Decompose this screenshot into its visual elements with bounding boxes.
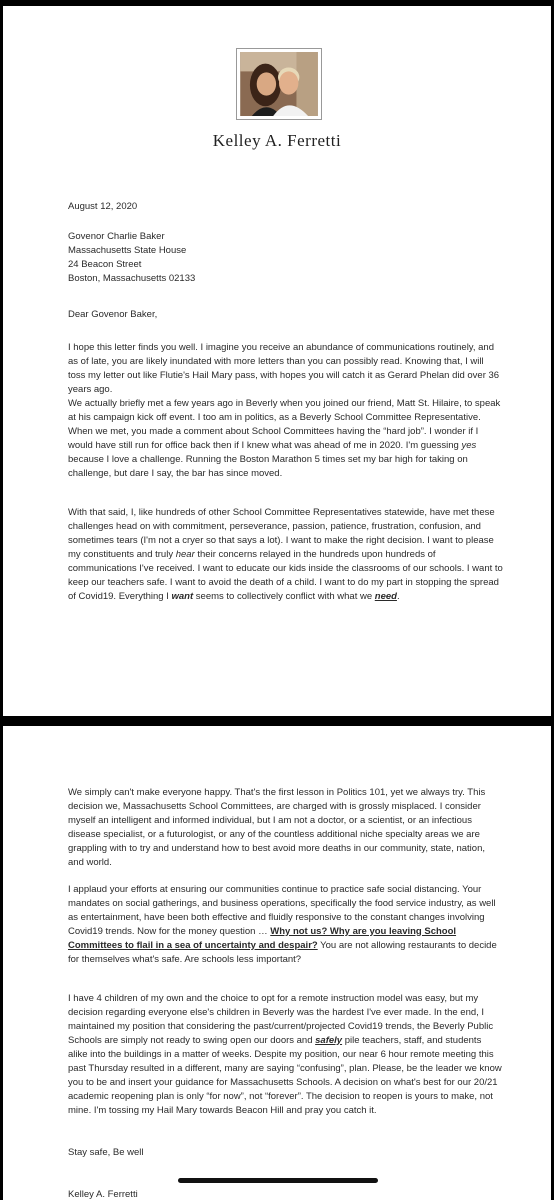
paragraph-text: We actually briefly met a few years ago in Beverly when you joined our friend, Matt St. Hilaire, to speak at his campaign kick off event. I too am in politics, as a Beverly School Committee Representative. When we met, you made a comment about School Committees having the “hard job”. I wonder if I would have still run for office back then if I knew what was ahead of me in 2020. I'm guessing: [68, 397, 501, 451]
emphasis-text: hear: [175, 548, 195, 560]
emphasis-text: want: [171, 590, 194, 602]
home-indicator[interactable]: [178, 1178, 378, 1183]
paragraph-text: You are not allowing restaurants to decide for themselves what's safe. Are schools less important?: [68, 939, 497, 965]
address-line: 24 Beacon Street: [68, 259, 142, 270]
address-line: Govenor Charlie Baker: [68, 231, 165, 242]
author-photo: [236, 48, 322, 120]
address-line: Boston, Massachusetts 02133: [68, 273, 196, 284]
emphasis-text: need: [374, 590, 397, 602]
salutation: Dear Govenor Baker,: [68, 309, 158, 320]
paragraph-text: I applaud your efforts at ensuring our communities continue to practice safe social distancing. Your mandates on social gatherings, and business operations, specifically the food service industry, as well as entertainment, have been both effective and fluidly responsive to the constant changes involving Covid19 trends. Now for the money question …: [68, 883, 496, 937]
paragraph-text: I have 4 children of my own and the choice to opt for a remote instruction model was easy, but my decision regarding everyone else's children in Beverly was the hardest I've ever made. In the end, I maintained my position that considering the past/current/projected Covid19 trends, the Beverly Public Schools are simply not ready to swing open our doors and: [68, 992, 494, 1046]
paragraph-challenges: [68, 506, 503, 604]
paragraph-decision: [68, 992, 503, 1118]
paragraph-text: their concerns relayed in the hundreds upon hundreds of communications I've received. I want to educate our kids inside the classrooms of our schools. I want to keep our teachers safe. I want to avoid the death of a child. I want to do my part in stopping the spread of Covid19. Everything I: [68, 548, 503, 602]
paragraph-meeting: [68, 397, 503, 481]
letter-page-1: [3, 6, 551, 716]
paragraph-intro: I hope this letter finds you well. I imagine you receive an abundance of communications routinely, and as of late, you are likely inundated with more letters than you can possibly read. Knowing that, I will toss my letter out like Flutie's Hail Mary pass, with hopes you will catch it as Gerard Phelan did over 36 years ago.: [68, 341, 500, 395]
emphasis-text: Why not us? Why are you leaving School Committees to flail in a sea of uncertainty and despair?: [68, 925, 457, 951]
letter-closing: Stay safe, Be well: [68, 1147, 144, 1158]
signature-name: Kelley A. Ferretti: [68, 1189, 138, 1200]
paragraph-text: .: [396, 590, 400, 602]
letter-date: August 12, 2020: [68, 201, 138, 212]
paragraph-text: pile teachers, staff, and students alike into the buildings in a matter of weeks. Despite my position, our near 6 hour remote meeting this past Thursday resulted in a different, many are saying “confusing”, plan. Please, be the leader we know you to be and insert your guidance for Massachusetts Schools. A decision on what's best for our 20/21 academic reopening plan is only “for now”, not “forever”. The decision to reopen is yours to make, not mine. I'm tossing my Hail Mary towards Beacon Hill and pray you catch it.: [68, 1034, 502, 1116]
letterhead-name: Kelley A. Ferretti: [212, 131, 342, 150]
paragraph-text: because I love a challenge. Running the Boston Marathon 5 times set my bar high for taking on challenge, but dare I say, the bar has since moved.: [68, 453, 468, 479]
recipient-address: [68, 230, 503, 286]
couple-photo-image: [240, 52, 318, 116]
paragraph-applaud: [68, 883, 503, 967]
address-line: Massachusetts State House: [68, 245, 187, 256]
paragraph-politics: We simply can't make everyone happy. That's the first lesson in Politics 101, yet we always try. This decision we, Massachusetts School Committees, are charged with is grossly misplaced. I consider myself an intelligent and informed individual, but I am not a doctor, or a scientist, or an infectious disease specialist, or a futurologist, or any of the countless additional niche specialty areas we are grappling with to try and understand how to best avoid more deaths in our community, state, nation, and world.: [68, 786, 486, 868]
paragraph-text: With that said, I, like hundreds of other School Committee Representatives statewide, have met these challenges head on with commitment, perseverance, passion, patience, frustration, confusion, and sometimes tears (I'm not a cryer so that says a lot). I want to make the right decision. I want to please my constituents and truly: [68, 506, 495, 560]
emphasis-text: safely: [315, 1034, 343, 1046]
paragraph-text: seems to collectively conflict with what we: [193, 590, 375, 602]
letter-page-2: [3, 726, 551, 1200]
emphasis-text: yes: [461, 439, 477, 451]
